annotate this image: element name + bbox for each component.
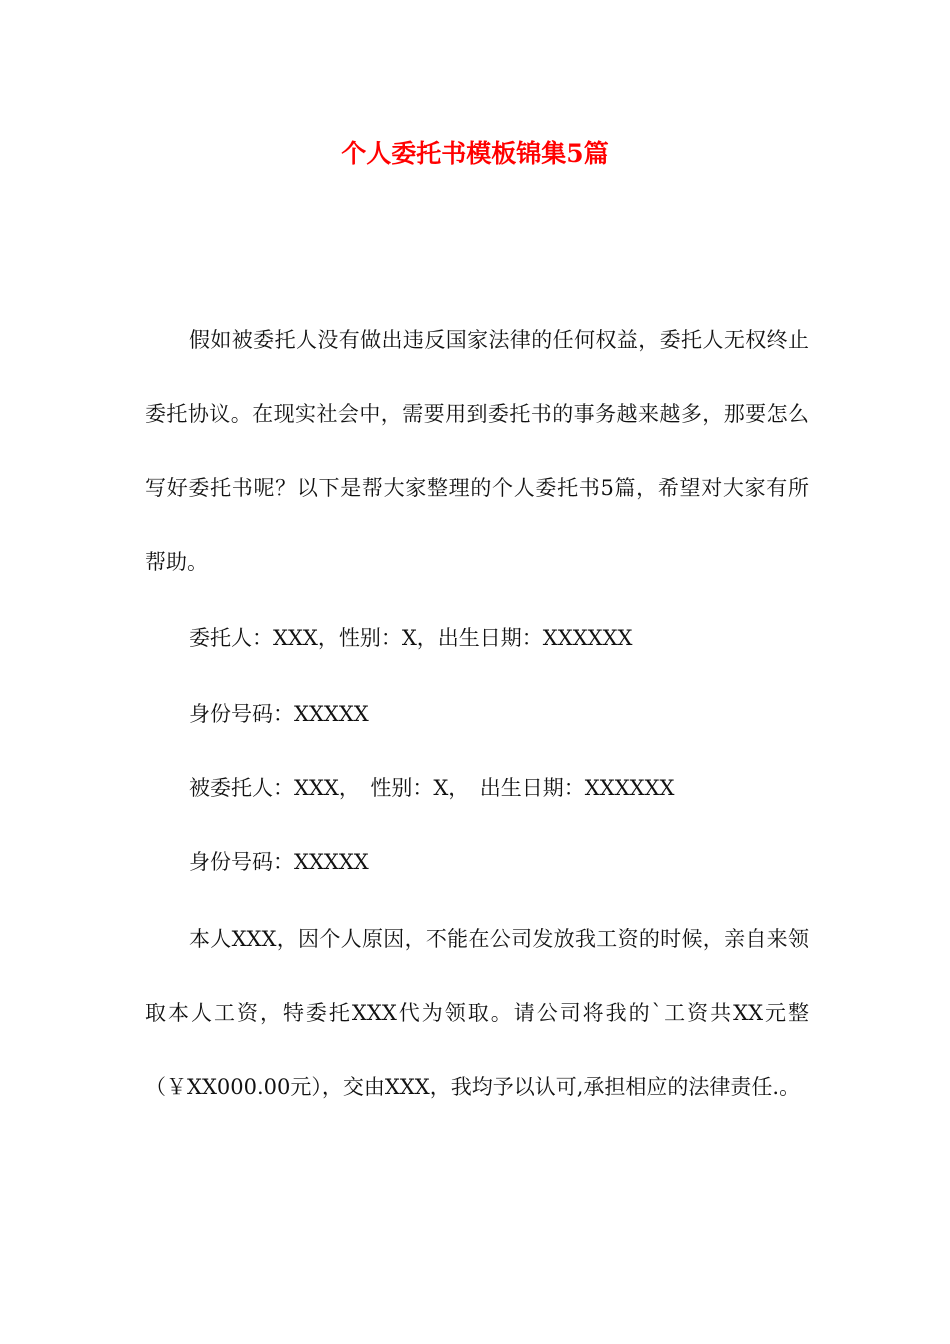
body-paragraph: 本人XXX，因个人原因，不能在公司发放我工资的时候，亲自来领取本人工资，特委托XXX代为领取。请公司将我的`工资共XX元整（￥XX000.00元），交由XXX，我均予以认可,承担相应的法律责任.。	[145, 927, 809, 1099]
principal-id-line: 身份号码：XXXXX	[189, 702, 369, 726]
intro-paragraph: 假如被委托人没有做出违反国家法律的任何权益，委托人无权终止委托协议。在现实社会中，需要用到委托书的事务越来越多，那要怎么写好委托书呢？以下是帮大家整理的个人委托书5篇，希望对大家有所帮助。	[145, 328, 809, 574]
agent-id-line: 身份号码：XXXXX	[189, 850, 369, 874]
agent-info-line: 被委托人：XXX， 性别：X， 出生日期：XXXXXX	[189, 776, 675, 800]
document-title: 个人委托书模板锦集5篇	[341, 139, 609, 168]
principal-info-line: 委托人：XXX，性别：X，出生日期：XXXXXX	[189, 626, 633, 650]
